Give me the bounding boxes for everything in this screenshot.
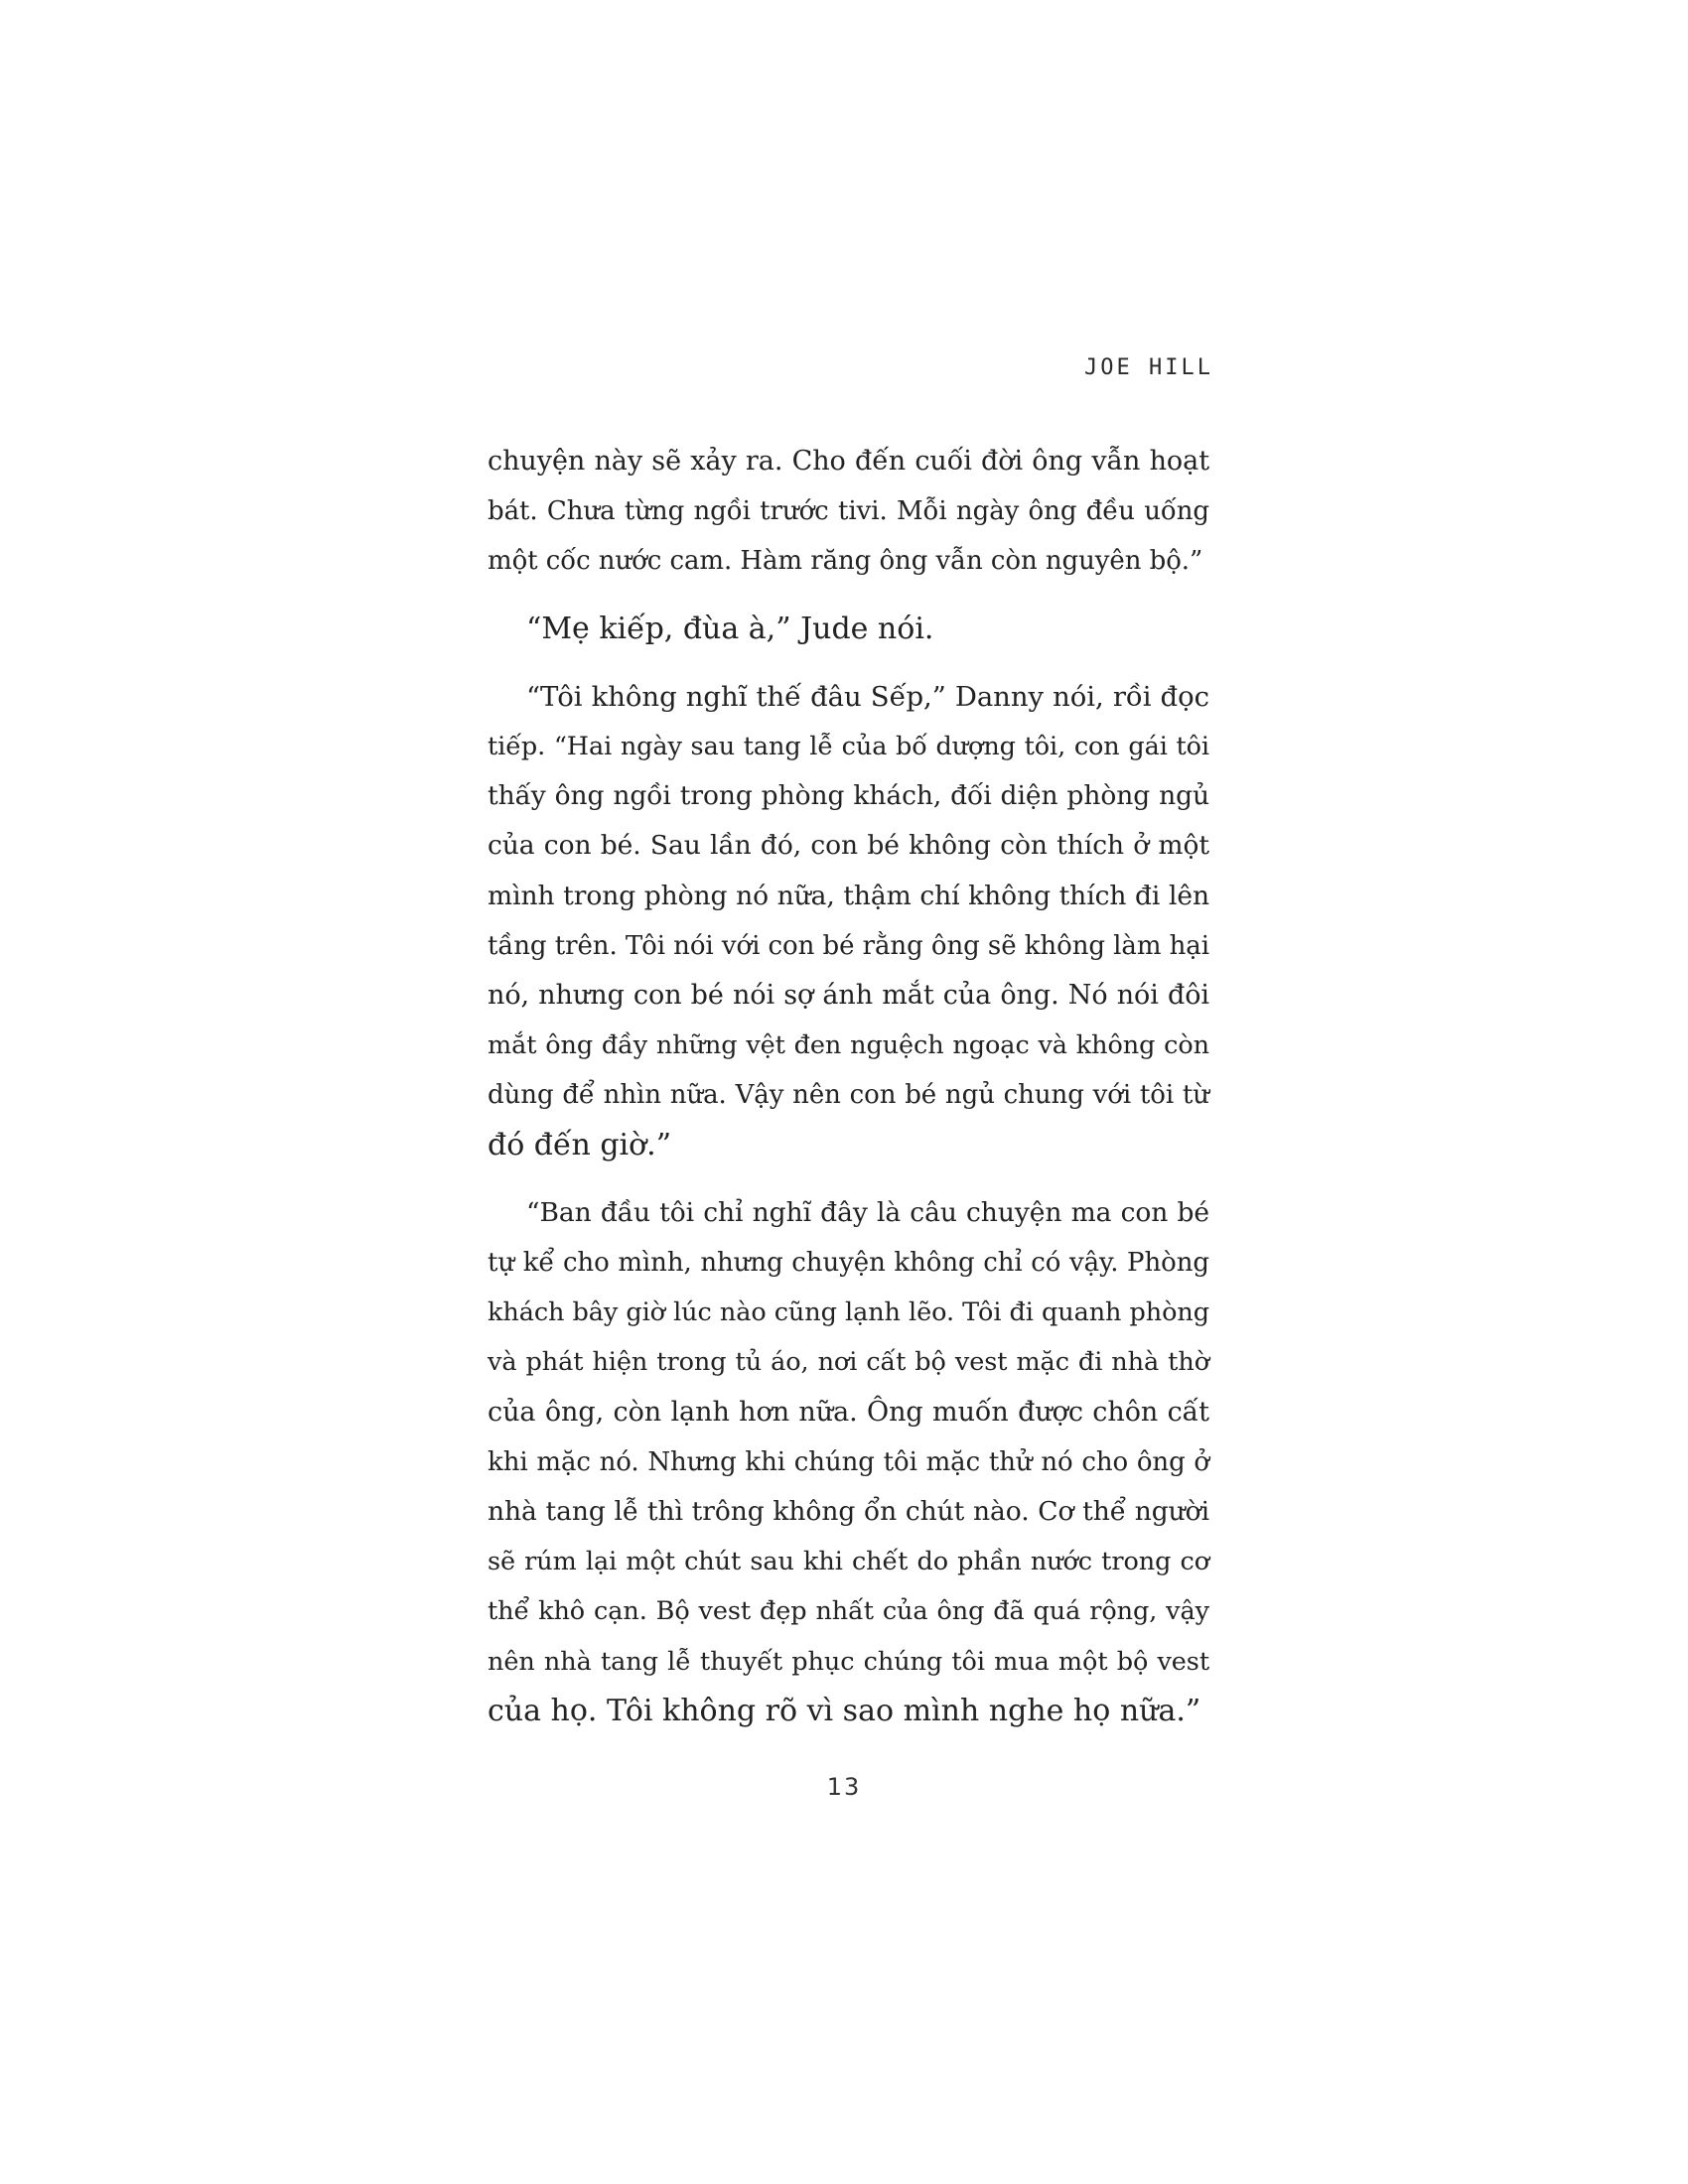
- running-header-author: JOE HILL: [1084, 355, 1213, 380]
- text-line: và phát hiện trong tủ áo, nơi cất bộ vest mặc đi nhà thờ: [488, 1347, 1209, 1378]
- text-line: của con bé. Sau lần đó, con bé không còn thích ở một: [488, 830, 1209, 862]
- text-line: đó đến giờ.”: [488, 1127, 672, 1162]
- paragraph: [488, 437, 1209, 587]
- body-text: [488, 437, 1209, 1754]
- text-line: mắt ông đầy những vệt đen nguệch ngoạc và không còn: [488, 1030, 1209, 1061]
- text-line: tiếp. “Hai ngày sau tang lễ của bố dượng tôi, con gái tôi: [488, 732, 1209, 762]
- text-line: của ông, còn lạnh hơn nữa. Ông muốn được chôn cất: [488, 1396, 1209, 1428]
- text-line: sẽ rúm lại một chút sau khi chết do phần nước trong cơ: [488, 1547, 1209, 1577]
- text-line: chuyện này sẽ xảy ra. Cho đến cuối đời ông vẫn hoạt: [488, 446, 1209, 477]
- paragraph: [488, 1188, 1209, 1736]
- text-line: của họ. Tôi không rõ vì sao mình nghe họ nữa.”: [488, 1693, 1201, 1728]
- text-line: mình trong phòng nó nữa, thậm chí không thích đi lên: [488, 880, 1209, 911]
- text-line: nhà tang lễ thì trông không ổn chút nào. Cơ thể người: [488, 1496, 1209, 1528]
- text-line: tự kể cho mình, nhưng chuyện không chỉ có vậy. Phòng: [488, 1248, 1209, 1279]
- text-line: khi mặc nó. Nhưng khi chúng tôi mặc thử nó cho ông ở: [488, 1446, 1209, 1477]
- text-line: nên nhà tang lễ thuyết phục chúng tôi mua một bộ vest: [488, 1646, 1209, 1677]
- text-line: “Ban đầu tôi chỉ nghĩ đây là câu chuyện ma con bé: [526, 1196, 1209, 1228]
- page-number: 13: [826, 1773, 862, 1801]
- text-line: tầng trên. Tôi nói với con bé rằng ông sẽ không làm hại: [488, 930, 1209, 961]
- text-line: một cốc nước cam. Hàm răng ông vẫn còn nguyên bộ.”: [488, 546, 1203, 577]
- text-line: “Tôi không nghĩ thế đâu Sếp,” Danny nói, rồi đọc: [526, 680, 1209, 713]
- paragraph: [488, 672, 1209, 1170]
- text-line: thấy ông ngồi trong phòng khách, đối diện phòng ngủ: [488, 780, 1209, 812]
- text-line: dùng để nhìn nữa. Vậy nên con bé ngủ chung với tôi từ: [488, 1080, 1209, 1111]
- paragraph: [488, 605, 1209, 654]
- text-line: nó, nhưng con bé nói sợ ánh mắt của ông. Nó nói đôi: [488, 980, 1209, 1012]
- text-line: “Mẹ kiếp, đùa à,” Jude nói.: [526, 611, 934, 646]
- text-line: khách bây giờ lúc nào cũng lạnh lẽo. Tôi đi quanh phòng: [488, 1297, 1209, 1328]
- text-line: bát. Chưa từng ngồi trước tivi. Mỗi ngày ông đều uống: [488, 496, 1209, 527]
- text-line: thể khô cạn. Bộ vest đẹp nhất của ông đã quá rộng, vậy: [488, 1596, 1209, 1627]
